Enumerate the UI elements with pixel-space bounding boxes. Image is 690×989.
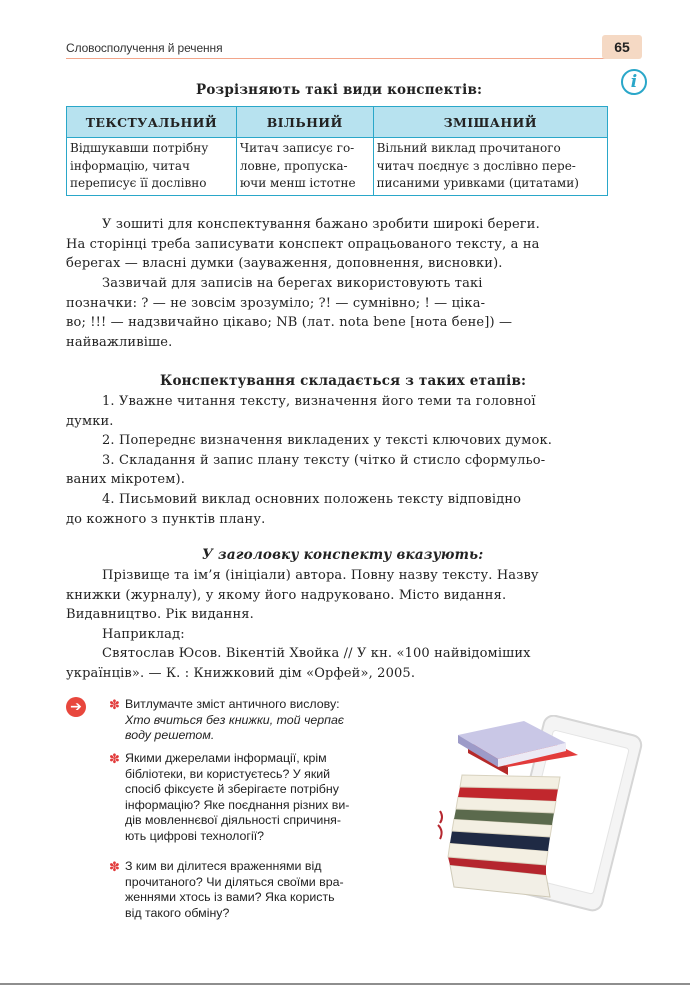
list-item-cont: до кожного з пунктів плану. [66,511,266,527]
task-1 [109,697,415,744]
task-2 [109,751,415,845]
task-line: Якими джерелами інформації, крім [125,751,327,765]
text-line: українців». — К. : Книжковий дім «Орфей», 2005. [66,665,416,681]
header-divider [66,58,606,59]
text-line: Святослав Юсов. Вікентій Хвойка // У кн. «100 найвідоміших [102,646,531,662]
table-cell-free [236,138,373,196]
text-line: У зошиті для конспектування бажано зробити широкі береги. [102,217,540,232]
text-line: Прізвище та ім’я (ініціали) автора. Повну назву тексту. Назву [102,568,539,583]
text-line: берегах — власні думки (зауваження, доповнення, висновки). [66,256,503,272]
table-header: ТЕКСТУАЛЬНИЙ [67,107,237,138]
list-item: 3. Складання й запис плану тексту (чітко й стисло сформульо- [102,452,546,468]
task-line: женнями хтось із вами? Яка користь [125,890,335,905]
text-line: позначки: ? — не зовсім зрозуміло; ?! — сумнівно; ! — ціка- [66,295,486,311]
cell-line: писаними уривками (цитатами) [376,176,579,190]
cell-line: читач поєднує з дослівно пере- [376,158,576,173]
paragraph-margins [66,215,610,274]
flower-bullet-icon: ✽ [109,751,120,766]
cell-line: Відшукавши потрібну [70,141,209,155]
text-line: Зазвичай для записів на берегах використовують такі [102,276,483,291]
flower-bullet-icon: ✽ [109,697,120,712]
table-cell-mixed [373,138,607,196]
text-line: Видавництво. Рік видання. [66,607,254,623]
cell-line: Вільний виклад прочитаного [376,141,561,155]
task-line: Витлумачте зміст античного вислову: [125,697,340,711]
footer-divider [0,983,690,985]
task-line: бібліотеки, ви користуєтесь? У який [125,766,331,781]
task-line: інформацію? Яке поєднання різних ви- [125,797,350,812]
table-row [67,138,608,196]
running-header-title: Словосполучення й речення [66,41,223,55]
text-line: во; !!! — надзвичайно цікаво; NB (лат. nota bene [нота бене]) — [66,315,513,331]
task-line: дів мовленнєвої діяльності спричиня- [125,813,342,828]
text-line: найважливіше. [66,334,173,350]
table-header: ВІЛЬНИЙ [236,107,373,138]
list-item: 4. Письмовий виклад основних положень тексту відповідно [102,491,522,507]
info-icon: i [621,69,647,95]
task-3 [109,859,415,921]
list-item-cont: думки. [66,413,114,429]
flower-bullet-icon: ✽ [109,859,120,874]
cell-line: ючи менш істотне [239,176,356,190]
list-item: 2. Попереднє визначення викладених у тексті ключових думок. [102,433,553,449]
text-line: Наприклад: [102,626,185,642]
cell-line: Читач записує го- [239,141,355,155]
task-line: від такого обміну? [125,905,230,920]
text-line: На сторінці треба записувати конспект опрацьованого тексту, а на [66,236,540,252]
title-info-text [66,566,610,684]
cell-line: інформацію, читач [70,158,190,173]
stages-list [66,392,610,529]
task-line: З ким ви ділитеся враженнями від [125,859,322,873]
task-line: прочитаного? Чи діляться своїми вра- [125,874,344,889]
list-item-cont: ваних мікротем). [66,472,186,488]
table-cell-textual [67,138,237,196]
task-quote-line: Хто вчиться без книжки, той черпає [125,712,345,727]
task-line: спосіб фіксуєте й зберігаєте потрібну [125,782,339,797]
list-item: 1. Уважне читання тексту, визначення його теми та головної [102,394,536,409]
cell-line: ловне, пропуска- [239,158,348,173]
table-header-row [67,107,608,138]
text-line: книжки (журналу), у якому його надруковано. Місто видання. [66,587,507,603]
title-info-heading: У заголовку конспекту вказують: [202,547,484,563]
paragraph-marks [66,274,610,352]
cell-line: переписує її дослівно [70,176,207,190]
kinds-table [66,106,608,196]
books-tablet-illustration [428,715,643,915]
kinds-heading: Розрізняють такі види конспектів: [196,82,483,98]
task-line: ють цифрові технології? [125,828,265,843]
stages-heading: Конспектування складається з таких етапів: [160,373,527,389]
page-number: 65 [602,35,642,59]
arrow-right-icon: ➔ [66,697,86,717]
table-header: ЗМІШАНИЙ [373,107,607,138]
task-quote-line: воду решетом. [125,728,215,743]
